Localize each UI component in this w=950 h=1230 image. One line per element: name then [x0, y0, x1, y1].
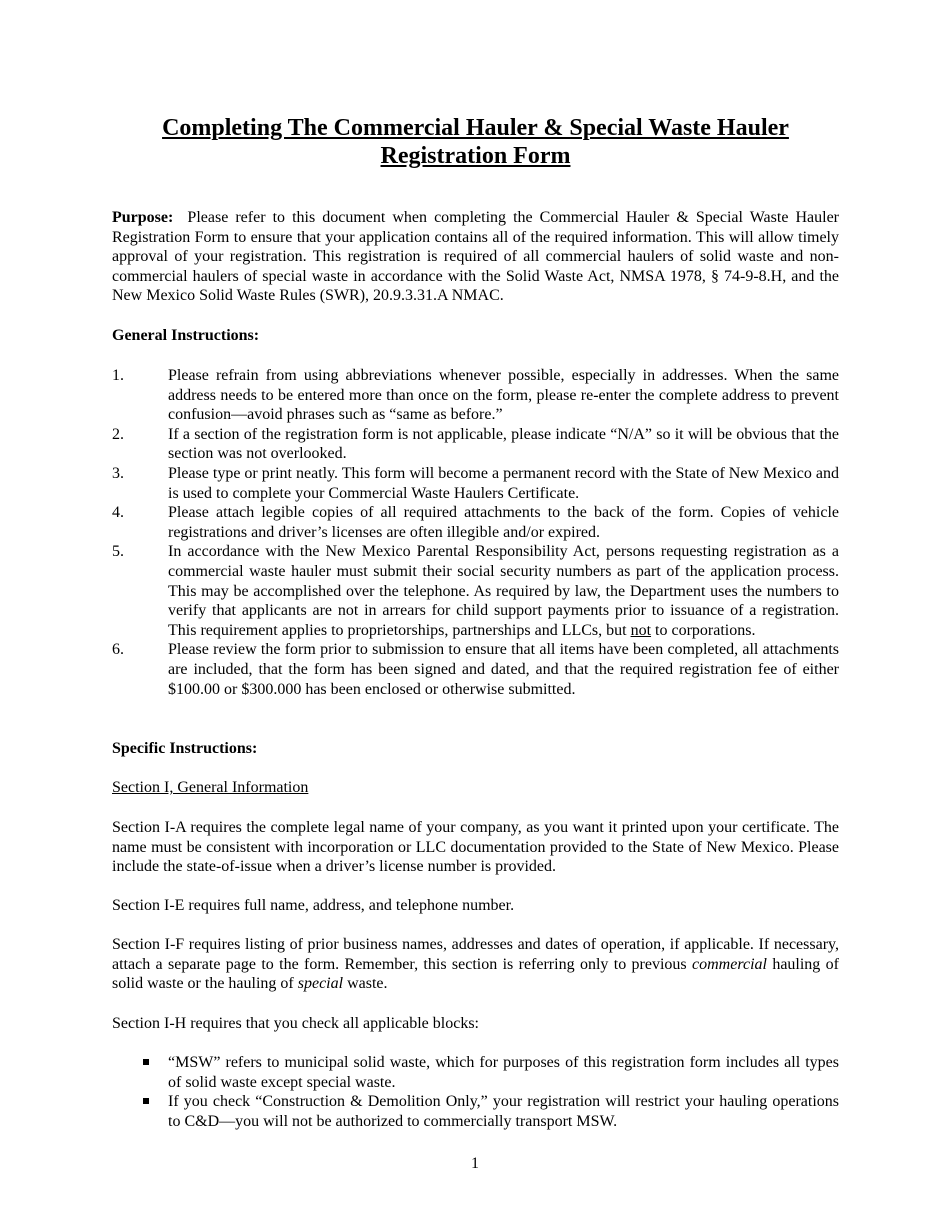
list-item: 1. Please refrain from using abbreviations whenever possible, especially in addresses. When the same address needs to be entered more than once on the form, please re-enter the complete address to prevent confusion—avoid phrases such as “same as before.”: [112, 367, 839, 424]
list-item: 3. Please type or print neatly. This form will become a permanent record with the State of New Mexico and is used to complete your Commercial Waste Haulers Certificate.: [112, 464, 839, 502]
section-ie-paragraph: Section I-E requires full name, address, and telephone number.: [112, 897, 515, 914]
list-item: 6. Please review the form prior to submission to ensure that all items have been completed, all attachments are included, that the form has been signed and dated, and that the required registration fee of either $100.00 or $300.000 has been enclosed or otherwise submitted.: [112, 641, 839, 698]
list-item: “MSW” refers to municipal solid waste, which for purposes of this registration form includes all types of solid waste except special waste.: [112, 1053, 839, 1092]
list-item: 2. If a section of the registration form is not applicable, please indicate “N/A” so it will be obvious that the section was not overlooked.: [112, 425, 839, 463]
list-item: If you check “Construction & Demolition Only,” your registration will restrict your hauling operations to C&D—you will not be authorized to commercially transport MSW.: [112, 1092, 839, 1131]
bullet-icon: [143, 1059, 149, 1065]
specific-instructions-heading: Specific Instructions:: [112, 740, 258, 757]
page-number: 1: [471, 1155, 479, 1172]
list-item: 5. In accordance with the New Mexico Parental Responsibility Act, persons requesting registration as a commercial waste hauler must submit their social security numbers as part of the application process. This may be accomplished over the telephone. As required by law, the Department uses the numbers to verify that applicants are not in arrears for child support payments prior to issuance of a registration. This requirement applies to proprietorships, partnerships and LLCs, but not to corporations.: [112, 543, 839, 639]
bullet-list: [112, 1053, 839, 1131]
purpose-label: Purpose:: [112, 209, 174, 226]
section-if-paragraph: Section I-F requires listing of prior business names, addresses and dates of operation, if applicable. If necessary, attach a separate page to the form. Remember, this section is referring only to previous commercial hauling of solid waste or the hauling of special waste.: [112, 936, 839, 993]
bullet-icon: [143, 1098, 149, 1104]
section-title: Section I, General Information: [112, 779, 309, 796]
document-title: Completing The Commercial Hauler & Special Waste Hauler Registration Form: [162, 115, 789, 169]
general-instructions-heading: General Instructions:: [112, 327, 260, 344]
section-ih-paragraph: Section I-H requires that you check all applicable blocks:: [112, 1015, 479, 1032]
purpose-paragraph: [112, 208, 839, 306]
purpose-text: Please refer to this document when completing the Commercial Hauler & Special Waste Hauler Registration Form to ensure that your application contains all of the required information. This will allow timely approval of your registration. This registration is required of all commercial haulers of solid waste and non-commercial haulers of special waste in accordance with the Solid Waste Act, NMSA 1978, § 74-9-8.H, and the New Mexico Solid Waste Rules (SWR), 20.9.3.31.A NMAC.: [112, 209, 840, 305]
general-instructions-list: [112, 366, 839, 699]
list-item: 4. Please attach legible copies of all required attachments to the back of the form. Copies of vehicle registrations and driver’s licenses are often illegible and/or expired.: [112, 504, 839, 541]
section-ia-paragraph: Section I-A requires the complete legal name of your company, as you want it printed upon your certificate. The name must be consistent with incorporation or LLC documentation provided to the State of New Mexico. Please include the state-of-issue when a driver’s license number is provided.: [112, 819, 839, 876]
